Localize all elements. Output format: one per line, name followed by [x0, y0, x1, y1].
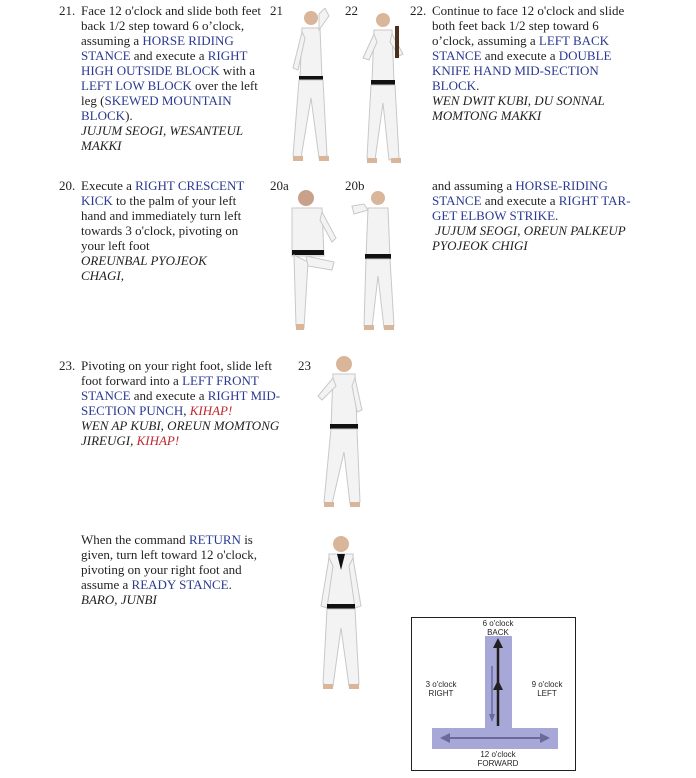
- step-number: 21.: [59, 3, 76, 18]
- step-text: Execute a: [81, 178, 136, 193]
- korean-term: OREUNBAL PYOJEOK CHAGI,: [81, 253, 207, 283]
- step-text: with a: [219, 63, 256, 78]
- photo-label-20b: 20b: [345, 178, 365, 193]
- diagram-text: 3 o'clock: [425, 680, 457, 689]
- technique-keyword: LEFT BACK STANCE: [432, 33, 610, 63]
- step-text: and execute a: [130, 48, 208, 63]
- photo-step-20a: [282, 188, 340, 333]
- diagram-text: BACK: [487, 628, 509, 637]
- diagram-text: FORWARD: [477, 759, 519, 768]
- step-number: 22.: [410, 3, 427, 18]
- photo-ready-stance: [315, 532, 367, 692]
- kihap-text: KIHAP!: [189, 403, 233, 418]
- step-number: 20.: [59, 178, 76, 193]
- step-number: 23.: [59, 358, 76, 373]
- step-text: .: [476, 78, 480, 93]
- korean-term: [81, 418, 281, 448]
- direction-diagram: [411, 617, 576, 771]
- step-text: and execute a: [130, 388, 208, 403]
- step-text: When the command: [81, 532, 189, 547]
- photo-step-22: [355, 8, 410, 166]
- photo-step-21: [285, 8, 335, 163]
- photo-label-20a: 20a: [270, 178, 289, 193]
- diagram-forward-label: [468, 750, 528, 768]
- diagram-text: LEFT: [537, 689, 557, 698]
- photo-label-21: 21: [270, 3, 283, 18]
- technique-keyword: RIGHT CRESCENT KICK: [81, 178, 245, 208]
- kihap-text: KIHAP!: [136, 433, 180, 448]
- technique-keyword: READY STANCE: [131, 577, 229, 592]
- korean-text: WEN AP KUBI, OREUN MOMTONG JIREUGI,: [81, 418, 280, 448]
- step-text: ).: [125, 108, 133, 123]
- photo-label-23: 23: [298, 358, 311, 373]
- technique-keyword: LEFT LOW BLOCK: [81, 78, 192, 93]
- step-text: ,: [183, 403, 190, 418]
- step-text: and execute a: [481, 193, 559, 208]
- step-23: [59, 358, 281, 448]
- technique-keyword: SKEWED MOUNTAIN BLOCK: [81, 93, 232, 123]
- technique-keyword: RIGHT HIGH OUTSIDE BLOCK: [81, 48, 248, 78]
- technique-keyword: HORSE RIDING STANCE: [81, 33, 234, 63]
- step-text: .: [228, 577, 232, 592]
- step-20-continued: [432, 178, 632, 253]
- diagram-text: 6 o'clock: [482, 619, 514, 628]
- step-text: Pivoting on your right foot, slide left foot forward into a: [81, 358, 273, 388]
- diagram-text: RIGHT: [428, 689, 454, 698]
- step-text: Continue to face 12 o'clock and slide both feet back 1/2 step toward 6 o’clock, assuming a: [432, 3, 625, 48]
- photo-label-22: 22: [345, 3, 358, 18]
- step-text: and assuming a: [432, 178, 516, 193]
- step-text: Face 12 o'clock and slide both feet back 1/2 step toward 6 o’clock, assuming a: [81, 3, 261, 48]
- korean-term: WEN DWIT KUBI, DU SONNAL MOMTONG MAKKI: [432, 93, 605, 123]
- step-text: over the left leg (: [81, 78, 258, 108]
- technique-keyword: DOUBLE KNIFE HAND MID-SECTION BLOCK: [432, 48, 612, 93]
- diagram-text: 12 o'clock: [480, 750, 516, 759]
- technique-keyword: LEFT FRONT STANCE: [81, 373, 259, 403]
- technique-keyword: HORSE-RIDING STANCE: [432, 178, 608, 208]
- korean-term: BARO, JUNBI: [81, 592, 157, 607]
- diagram-left-label: [522, 680, 572, 698]
- diagram-right-label: [416, 680, 466, 698]
- step-21: [59, 3, 261, 153]
- step-text: to the palm of your left hand and immediately turn left towards 3 o'clock, pivoting on your left foot: [81, 193, 242, 253]
- photo-step-23: [314, 352, 370, 512]
- korean-term: JUJUM SEOGI, WESANTEUL MAKKI: [81, 123, 243, 153]
- korean-term: JUJUM SEOGI, OREUN PALKEUP PYOJEOK CHIGI: [432, 223, 629, 253]
- step-text: is given, turn left toward 12 o'clock, pivoting on your right foot and assume a: [81, 532, 257, 592]
- technique-keyword: RETURN: [188, 532, 241, 547]
- technique-keyword: RIGHT MID-SECTION PUNCH: [81, 388, 281, 418]
- step-text: and execute a: [481, 48, 559, 63]
- diagram-back-label: [468, 619, 528, 637]
- step-text: .: [555, 208, 559, 223]
- return-instruction: [81, 532, 281, 607]
- step-20: [59, 178, 249, 283]
- photo-step-20b: [350, 188, 400, 333]
- diagram-text: 9 o'clock: [531, 680, 563, 689]
- step-22: [410, 3, 628, 123]
- technique-keyword: RIGHT TAR-GET ELBOW STRIKE: [432, 193, 631, 223]
